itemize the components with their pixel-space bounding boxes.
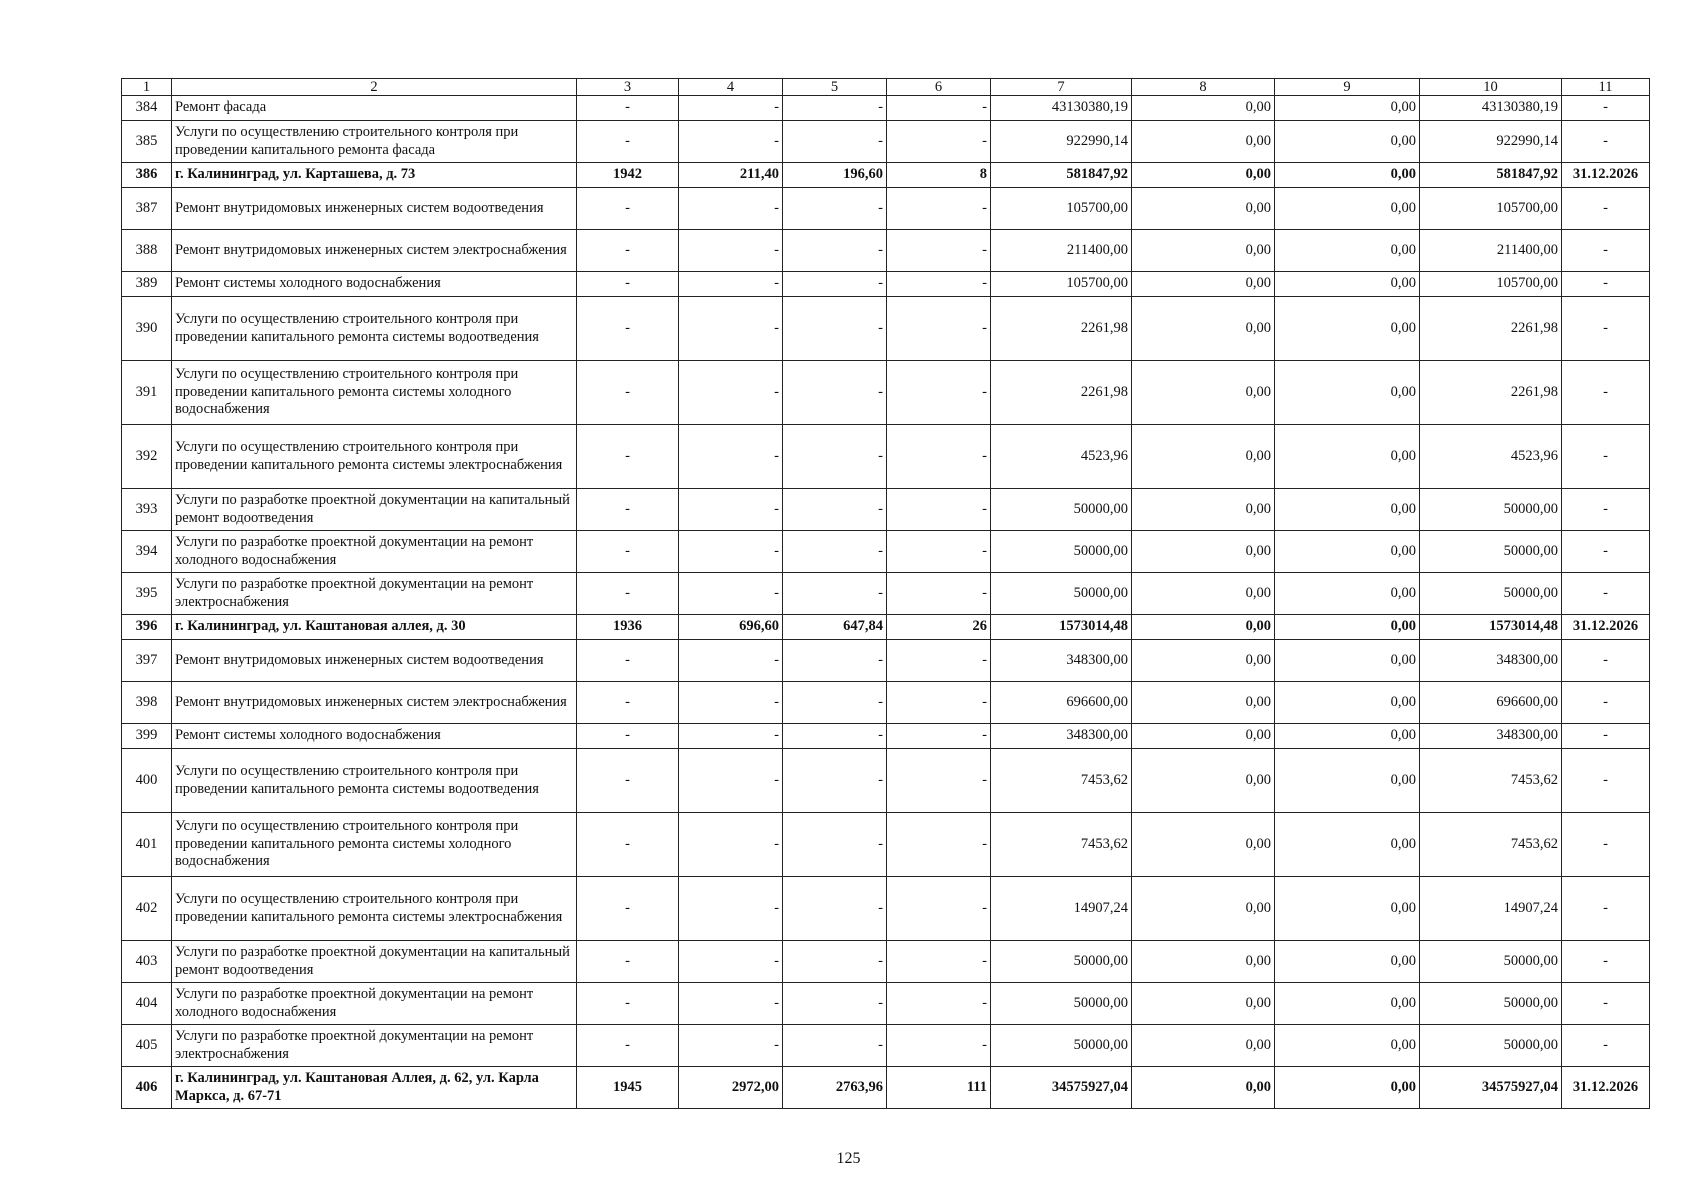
col8-cost-cell: 0,00 (1132, 96, 1275, 121)
col8-cost-cell: 0,00 (1132, 724, 1275, 749)
completion-date-cell: - (1562, 749, 1650, 813)
col9-cost-cell: 0,00 (1275, 615, 1420, 640)
total-area-cell: - (679, 573, 783, 615)
total-cost-cell: 50000,00 (991, 489, 1132, 531)
col9-cost-cell: 0,00 (1275, 877, 1420, 941)
living-area-cell: 196,60 (783, 163, 887, 188)
living-area-cell: - (783, 230, 887, 272)
total-area-cell: - (679, 724, 783, 749)
total-area-cell: - (679, 230, 783, 272)
work-description-cell: Услуги по осуществлению строительного контроля при проведении капитального ремонта системы электроснабжения (172, 877, 577, 941)
living-area-cell: - (783, 188, 887, 230)
completion-date-cell: - (1562, 230, 1650, 272)
residents-cell: - (887, 188, 991, 230)
table-row (122, 96, 1650, 121)
table-row (122, 489, 1650, 531)
total-area-cell: - (679, 188, 783, 230)
row-number-cell: 403 (122, 941, 172, 983)
living-area-cell: - (783, 425, 887, 489)
residents-cell: - (887, 425, 991, 489)
col10-cost-cell: 348300,00 (1420, 724, 1562, 749)
col10-cost-cell: 7453,62 (1420, 813, 1562, 877)
total-cost-cell: 581847,92 (991, 163, 1132, 188)
living-area-cell: - (783, 573, 887, 615)
col9-cost-cell: 0,00 (1275, 573, 1420, 615)
completion-date-cell: - (1562, 941, 1650, 983)
completion-date-cell: - (1562, 724, 1650, 749)
living-area-cell: - (783, 941, 887, 983)
col8-cost-cell: 0,00 (1132, 121, 1275, 163)
header-cell-1: 1 (122, 79, 172, 96)
total-cost-cell: 922990,14 (991, 121, 1132, 163)
col8-cost-cell: 0,00 (1132, 983, 1275, 1025)
year-cell: - (577, 813, 679, 877)
col8-cost-cell: 0,00 (1132, 640, 1275, 682)
residents-cell: - (887, 531, 991, 573)
residents-cell: - (887, 489, 991, 531)
completion-date-cell: - (1562, 96, 1650, 121)
row-number-cell: 384 (122, 96, 172, 121)
total-area-cell: 211,40 (679, 163, 783, 188)
completion-date-cell: 31.12.2026 (1562, 1067, 1650, 1109)
living-area-cell: - (783, 1025, 887, 1067)
total-cost-cell: 50000,00 (991, 941, 1132, 983)
header-cell-6: 6 (887, 79, 991, 96)
year-cell: - (577, 96, 679, 121)
completion-date-cell: - (1562, 272, 1650, 297)
work-description-cell: Услуги по осуществлению строительного контроля при проведении капитального ремонта системы электроснабжения (172, 425, 577, 489)
year-cell: 1945 (577, 1067, 679, 1109)
col10-cost-cell: 211400,00 (1420, 230, 1562, 272)
col10-cost-cell: 105700,00 (1420, 272, 1562, 297)
col9-cost-cell: 0,00 (1275, 230, 1420, 272)
col9-cost-cell: 0,00 (1275, 1025, 1420, 1067)
table-row (122, 941, 1650, 983)
total-cost-cell: 43130380,19 (991, 96, 1132, 121)
work-description-cell: Ремонт системы холодного водоснабжения (172, 272, 577, 297)
col8-cost-cell: 0,00 (1132, 361, 1275, 425)
total-cost-cell: 1573014,48 (991, 615, 1132, 640)
col9-cost-cell: 0,00 (1275, 425, 1420, 489)
residents-cell: - (887, 121, 991, 163)
row-number-cell: 405 (122, 1025, 172, 1067)
col9-cost-cell: 0,00 (1275, 489, 1420, 531)
col8-cost-cell: 0,00 (1132, 531, 1275, 573)
living-area-cell: - (783, 361, 887, 425)
col10-cost-cell: 7453,62 (1420, 749, 1562, 813)
year-cell: - (577, 682, 679, 724)
col9-cost-cell: 0,00 (1275, 272, 1420, 297)
row-number-cell: 406 (122, 1067, 172, 1109)
residents-cell: - (887, 877, 991, 941)
work-description-cell: Услуги по осуществлению строительного контроля при проведении капитального ремонта системы водоотведения (172, 749, 577, 813)
col10-cost-cell: 50000,00 (1420, 489, 1562, 531)
residents-cell: - (887, 230, 991, 272)
total-cost-cell: 348300,00 (991, 724, 1132, 749)
living-area-cell: - (783, 640, 887, 682)
capital-repair-table (121, 78, 1650, 1109)
work-description-cell: Ремонт внутридомовых инженерных систем электроснабжения (172, 230, 577, 272)
row-number-cell: 391 (122, 361, 172, 425)
col10-cost-cell: 43130380,19 (1420, 96, 1562, 121)
col10-cost-cell: 2261,98 (1420, 297, 1562, 361)
table-row (122, 121, 1650, 163)
residents-cell: - (887, 749, 991, 813)
table-row (122, 983, 1650, 1025)
col8-cost-cell: 0,00 (1132, 297, 1275, 361)
header-cell-5: 5 (783, 79, 887, 96)
col8-cost-cell: 0,00 (1132, 877, 1275, 941)
col9-cost-cell: 0,00 (1275, 941, 1420, 983)
col10-cost-cell: 50000,00 (1420, 531, 1562, 573)
col8-cost-cell: 0,00 (1132, 813, 1275, 877)
total-cost-cell: 105700,00 (991, 188, 1132, 230)
residents-cell: - (887, 724, 991, 749)
total-area-cell: - (679, 983, 783, 1025)
year-cell: - (577, 188, 679, 230)
residents-cell: 8 (887, 163, 991, 188)
total-area-cell: - (679, 121, 783, 163)
row-number-cell: 386 (122, 163, 172, 188)
col10-cost-cell: 2261,98 (1420, 361, 1562, 425)
living-area-cell: - (783, 489, 887, 531)
col8-cost-cell: 0,00 (1132, 682, 1275, 724)
year-cell: - (577, 531, 679, 573)
col9-cost-cell: 0,00 (1275, 361, 1420, 425)
year-cell: - (577, 297, 679, 361)
row-number-cell: 398 (122, 682, 172, 724)
completion-date-cell: - (1562, 640, 1650, 682)
col9-cost-cell: 0,00 (1275, 749, 1420, 813)
col9-cost-cell: 0,00 (1275, 682, 1420, 724)
header-cell-4: 4 (679, 79, 783, 96)
completion-date-cell: - (1562, 1025, 1650, 1067)
year-cell: - (577, 724, 679, 749)
total-area-cell: - (679, 640, 783, 682)
residents-cell: - (887, 941, 991, 983)
residents-cell: - (887, 640, 991, 682)
table-row (122, 361, 1650, 425)
year-cell: - (577, 230, 679, 272)
work-description-cell: Услуги по осуществлению строительного контроля при проведении капитального ремонта системы водоотведения (172, 297, 577, 361)
living-area-cell: 647,84 (783, 615, 887, 640)
residents-cell: - (887, 96, 991, 121)
residents-cell: - (887, 1025, 991, 1067)
col8-cost-cell: 0,00 (1132, 272, 1275, 297)
work-description-cell: Услуги по разработке проектной документации на ремонт электроснабжения (172, 1025, 577, 1067)
completion-date-cell: - (1562, 877, 1650, 941)
total-area-cell: - (679, 749, 783, 813)
residents-cell: 111 (887, 1067, 991, 1109)
year-cell: - (577, 489, 679, 531)
row-number-cell: 401 (122, 813, 172, 877)
col9-cost-cell: 0,00 (1275, 96, 1420, 121)
col10-cost-cell: 34575927,04 (1420, 1067, 1562, 1109)
header-cell-10: 10 (1420, 79, 1562, 96)
row-number-cell: 394 (122, 531, 172, 573)
year-cell: - (577, 573, 679, 615)
year-cell: - (577, 272, 679, 297)
work-description-cell: Услуги по осуществлению строительного контроля при проведении капитального ремонта системы холодного водоснабжения (172, 813, 577, 877)
page-number: 125 (836, 1150, 861, 1167)
header-cell-7: 7 (991, 79, 1132, 96)
row-number-cell: 387 (122, 188, 172, 230)
col10-cost-cell: 50000,00 (1420, 1025, 1562, 1067)
year-cell: - (577, 425, 679, 489)
completion-date-cell: - (1562, 121, 1650, 163)
table-row (122, 272, 1650, 297)
col9-cost-cell: 0,00 (1275, 1067, 1420, 1109)
work-description-cell: г. Калининград, ул. Карташева, д. 73 (172, 163, 577, 188)
total-area-cell: - (679, 361, 783, 425)
total-area-cell: 696,60 (679, 615, 783, 640)
col10-cost-cell: 50000,00 (1420, 941, 1562, 983)
living-area-cell: - (783, 813, 887, 877)
work-description-cell: г. Калининград, ул. Каштановая Аллея, д. 62, ул. Карла Маркса, д. 67-71 (172, 1067, 577, 1109)
table-row (122, 230, 1650, 272)
table-row (122, 531, 1650, 573)
total-area-cell: - (679, 1025, 783, 1067)
total-cost-cell: 50000,00 (991, 531, 1132, 573)
living-area-cell: - (783, 297, 887, 361)
year-cell: - (577, 983, 679, 1025)
col8-cost-cell: 0,00 (1132, 1067, 1275, 1109)
table-row (122, 813, 1650, 877)
living-area-cell: - (783, 96, 887, 121)
col9-cost-cell: 0,00 (1275, 297, 1420, 361)
col8-cost-cell: 0,00 (1132, 489, 1275, 531)
header-cell-9: 9 (1275, 79, 1420, 96)
work-description-cell: Услуги по разработке проектной документации на капитальный ремонт водоотведения (172, 941, 577, 983)
total-area-cell: - (679, 531, 783, 573)
table-row (122, 425, 1650, 489)
total-area-cell: - (679, 941, 783, 983)
col9-cost-cell: 0,00 (1275, 163, 1420, 188)
header-cell-3: 3 (577, 79, 679, 96)
year-cell: - (577, 941, 679, 983)
work-description-cell: г. Калининград, ул. Каштановая аллея, д. 30 (172, 615, 577, 640)
total-area-cell: - (679, 489, 783, 531)
total-cost-cell: 348300,00 (991, 640, 1132, 682)
residents-cell: - (887, 682, 991, 724)
col10-cost-cell: 922990,14 (1420, 121, 1562, 163)
row-number-cell: 390 (122, 297, 172, 361)
row-number-cell: 402 (122, 877, 172, 941)
col8-cost-cell: 0,00 (1132, 1025, 1275, 1067)
row-number-cell: 404 (122, 983, 172, 1025)
total-cost-cell: 2261,98 (991, 297, 1132, 361)
work-description-cell: Услуги по разработке проектной документации на капитальный ремонт водоотведения (172, 489, 577, 531)
row-number-cell: 388 (122, 230, 172, 272)
row-number-cell: 392 (122, 425, 172, 489)
year-cell: 1936 (577, 615, 679, 640)
total-area-cell: - (679, 297, 783, 361)
table-row (122, 640, 1650, 682)
col9-cost-cell: 0,00 (1275, 121, 1420, 163)
row-number-cell: 393 (122, 489, 172, 531)
col9-cost-cell: 0,00 (1275, 640, 1420, 682)
col8-cost-cell: 0,00 (1132, 615, 1275, 640)
year-cell: - (577, 640, 679, 682)
residents-cell: - (887, 297, 991, 361)
year-cell: - (577, 749, 679, 813)
living-area-cell: - (783, 531, 887, 573)
residents-cell: - (887, 573, 991, 615)
row-number-cell: 399 (122, 724, 172, 749)
living-area-cell: - (783, 272, 887, 297)
completion-date-cell: - (1562, 489, 1650, 531)
total-area-cell: - (679, 425, 783, 489)
residents-cell: - (887, 983, 991, 1025)
completion-date-cell: - (1562, 813, 1650, 877)
table-row (122, 1025, 1650, 1067)
year-cell: - (577, 121, 679, 163)
total-area-cell: - (679, 272, 783, 297)
living-area-cell: - (783, 682, 887, 724)
row-number-cell: 385 (122, 121, 172, 163)
total-area-cell: - (679, 877, 783, 941)
completion-date-cell: 31.12.2026 (1562, 163, 1650, 188)
completion-date-cell: - (1562, 573, 1650, 615)
col8-cost-cell: 0,00 (1132, 425, 1275, 489)
work-description-cell: Ремонт внутридомовых инженерных систем водоотведения (172, 188, 577, 230)
living-area-cell: - (783, 724, 887, 749)
total-cost-cell: 14907,24 (991, 877, 1132, 941)
col8-cost-cell: 0,00 (1132, 941, 1275, 983)
total-cost-cell: 696600,00 (991, 682, 1132, 724)
total-cost-cell: 211400,00 (991, 230, 1132, 272)
row-number-cell: 397 (122, 640, 172, 682)
completion-date-cell: - (1562, 531, 1650, 573)
total-cost-cell: 2261,98 (991, 361, 1132, 425)
completion-date-cell: - (1562, 682, 1650, 724)
total-area-cell: - (679, 813, 783, 877)
total-cost-cell: 4523,96 (991, 425, 1132, 489)
living-area-cell: - (783, 121, 887, 163)
year-cell: - (577, 361, 679, 425)
address-row (122, 163, 1650, 188)
header-cell-8: 8 (1132, 79, 1275, 96)
col8-cost-cell: 0,00 (1132, 163, 1275, 188)
total-cost-cell: 50000,00 (991, 983, 1132, 1025)
work-description-cell: Ремонт системы холодного водоснабжения (172, 724, 577, 749)
completion-date-cell: - (1562, 188, 1650, 230)
residents-cell: - (887, 813, 991, 877)
total-area-cell: - (679, 96, 783, 121)
row-number-cell: 389 (122, 272, 172, 297)
work-description-cell: Услуги по осуществлению строительного контроля при проведении капитального ремонта системы холодного водоснабжения (172, 361, 577, 425)
header-cell-2: 2 (172, 79, 577, 96)
row-number-cell: 400 (122, 749, 172, 813)
living-area-cell: - (783, 877, 887, 941)
total-area-cell: 2972,00 (679, 1067, 783, 1109)
work-description-cell: Ремонт внутридомовых инженерных систем электроснабжения (172, 682, 577, 724)
col10-cost-cell: 50000,00 (1420, 983, 1562, 1025)
completion-date-cell: 31.12.2026 (1562, 615, 1650, 640)
residents-cell: - (887, 361, 991, 425)
table-row (122, 877, 1650, 941)
residents-cell: 26 (887, 615, 991, 640)
col10-cost-cell: 14907,24 (1420, 877, 1562, 941)
col10-cost-cell: 696600,00 (1420, 682, 1562, 724)
col9-cost-cell: 0,00 (1275, 983, 1420, 1025)
col8-cost-cell: 0,00 (1132, 188, 1275, 230)
total-cost-cell: 50000,00 (991, 573, 1132, 615)
work-description-cell: Ремонт внутридомовых инженерных систем водоотведения (172, 640, 577, 682)
living-area-cell: 2763,96 (783, 1067, 887, 1109)
residents-cell: - (887, 272, 991, 297)
col10-cost-cell: 348300,00 (1420, 640, 1562, 682)
work-description-cell: Услуги по осуществлению строительного контроля при проведении капитального ремонта фасада (172, 121, 577, 163)
table-row (122, 297, 1650, 361)
total-cost-cell: 105700,00 (991, 272, 1132, 297)
total-cost-cell: 7453,62 (991, 813, 1132, 877)
col9-cost-cell: 0,00 (1275, 813, 1420, 877)
completion-date-cell: - (1562, 983, 1650, 1025)
col8-cost-cell: 0,00 (1132, 230, 1275, 272)
work-description-cell: Услуги по разработке проектной документации на ремонт холодного водоснабжения (172, 983, 577, 1025)
table-row (122, 724, 1650, 749)
row-number-cell: 395 (122, 573, 172, 615)
col8-cost-cell: 0,00 (1132, 573, 1275, 615)
year-cell: - (577, 877, 679, 941)
table-row (122, 749, 1650, 813)
table-row (122, 682, 1650, 724)
address-row (122, 1067, 1650, 1109)
total-cost-cell: 34575927,04 (991, 1067, 1132, 1109)
total-area-cell: - (679, 682, 783, 724)
col9-cost-cell: 0,00 (1275, 531, 1420, 573)
col10-cost-cell: 50000,00 (1420, 573, 1562, 615)
living-area-cell: - (783, 749, 887, 813)
col9-cost-cell: 0,00 (1275, 724, 1420, 749)
col10-cost-cell: 581847,92 (1420, 163, 1562, 188)
address-row (122, 615, 1650, 640)
column-number-header-row (122, 79, 1650, 96)
work-description-cell: Услуги по разработке проектной документации на ремонт холодного водоснабжения (172, 531, 577, 573)
col9-cost-cell: 0,00 (1275, 188, 1420, 230)
completion-date-cell: - (1562, 297, 1650, 361)
work-description-cell: Услуги по разработке проектной документации на ремонт электроснабжения (172, 573, 577, 615)
table-row (122, 573, 1650, 615)
row-number-cell: 396 (122, 615, 172, 640)
total-cost-cell: 7453,62 (991, 749, 1132, 813)
year-cell: 1942 (577, 163, 679, 188)
completion-date-cell: - (1562, 425, 1650, 489)
col10-cost-cell: 1573014,48 (1420, 615, 1562, 640)
header-cell-11: 11 (1562, 79, 1650, 96)
table-row (122, 188, 1650, 230)
completion-date-cell: - (1562, 361, 1650, 425)
col10-cost-cell: 4523,96 (1420, 425, 1562, 489)
total-cost-cell: 50000,00 (991, 1025, 1132, 1067)
work-description-cell: Ремонт фасада (172, 96, 577, 121)
living-area-cell: - (783, 983, 887, 1025)
col10-cost-cell: 105700,00 (1420, 188, 1562, 230)
col8-cost-cell: 0,00 (1132, 749, 1275, 813)
year-cell: - (577, 1025, 679, 1067)
